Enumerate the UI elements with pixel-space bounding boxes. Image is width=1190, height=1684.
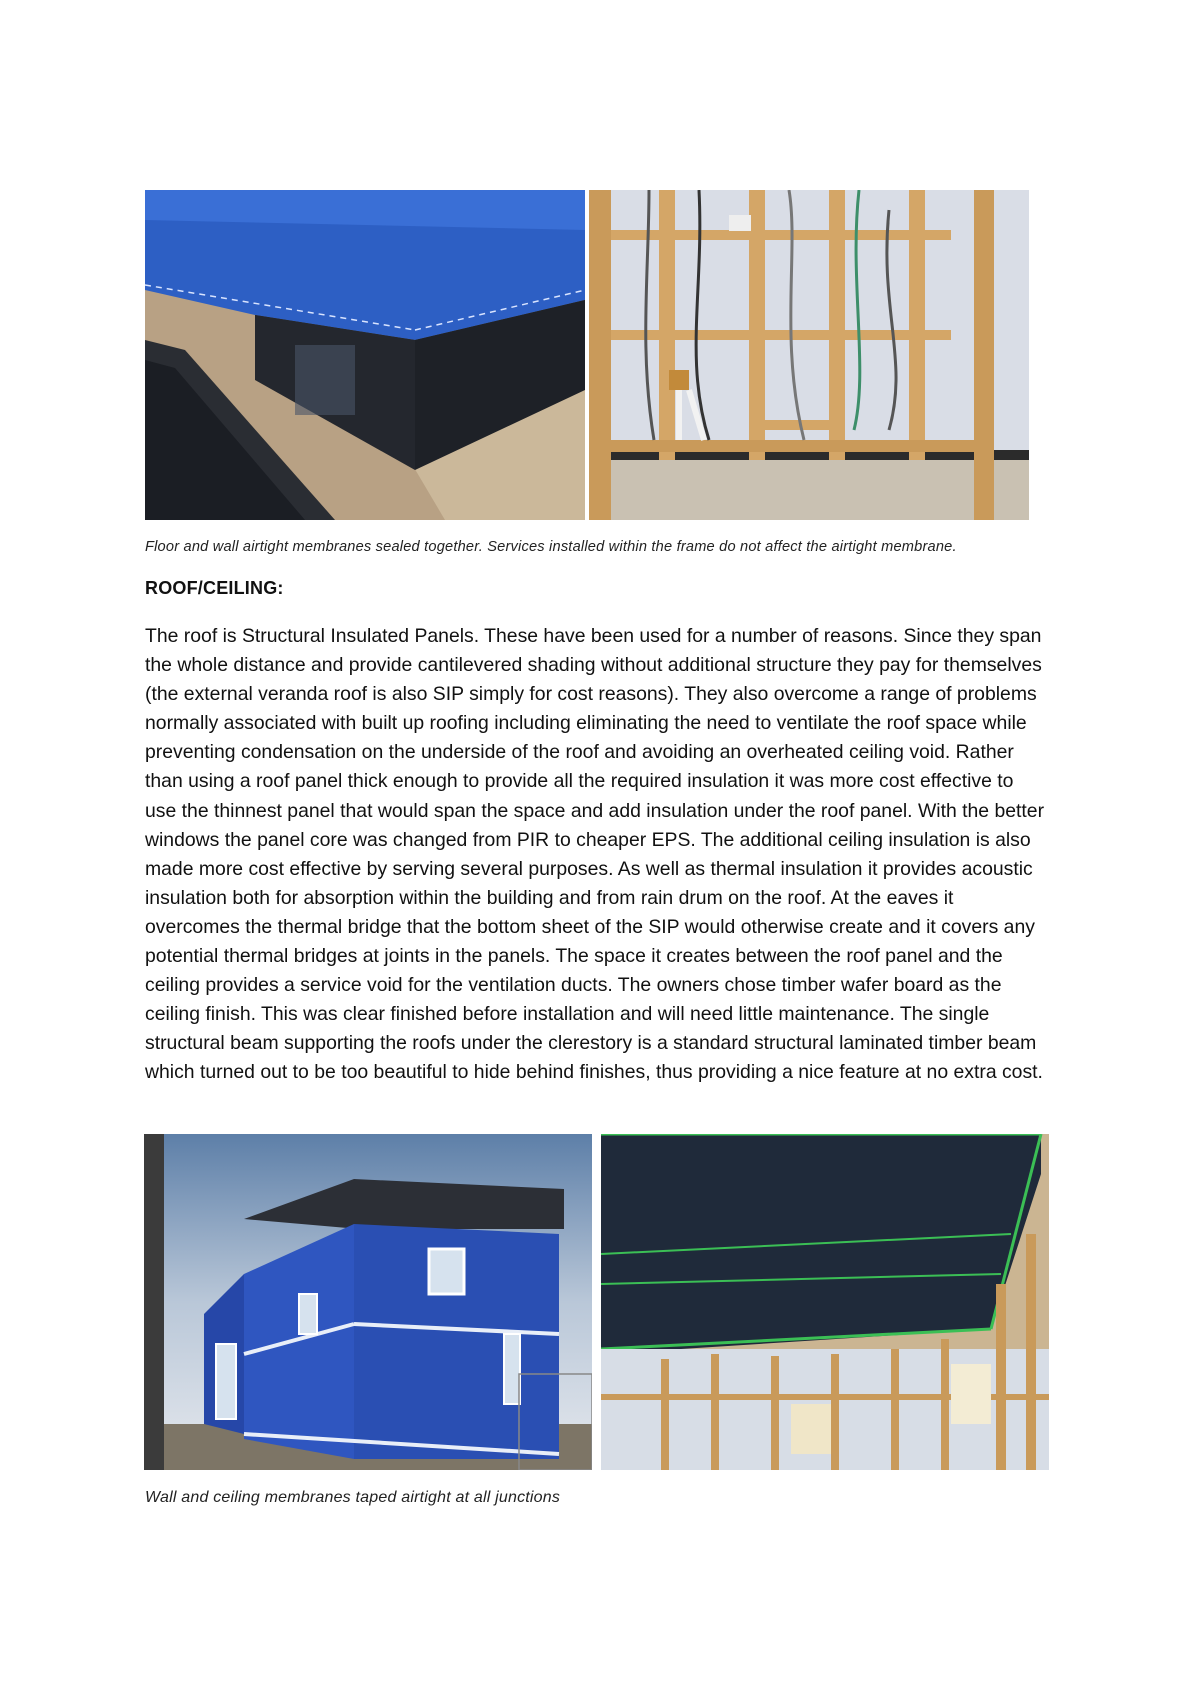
section-body: The roof is Structural Insulated Panels. These have been used for a number of reasons. Since they span the whole distance and provide cantilevered shading without additional structure they pay for themselves (the external veranda roof is also SIP simply for cost reasons). They also overcome a range of problems normally associated with built up roofing including eliminating the need to ventilate the roof space while preventing condensation on the underside of the roof and avoiding an overheated ceiling void. Rather than using a roof panel thick enough to provide all the required insulation it was more cost effective to use the thinnest panel that would span the space and add insulation under the roof panel. With the better windows the panel core was changed from PIR to cheaper EPS. The additional ceiling insulation is also made more cost effective by serving several purposes. As well as thermal insulation it provides acoustic insulation both for absorption within the building and from rain drum on the roof. At the eaves it overcomes the thermal bridge that the bottom sheet of the SIP would otherwise create and it covers any potential thermal bridges at joints in the panels. The space it creates between the roof panel and the ceiling provides a service void for the ventilation ducts. The owners chose timber wafer board as the ceiling finish. This was clear finished before installation and will need little maintenance. The single structural beam supporting the roofs under the clerestory is a standard structural laminated timber beam which turned out to be too beautiful to hide behind finishes, thus providing a nice feature at no extra cost. [145,625,1045,1084]
photo-ceiling-membrane [601,1134,1049,1470]
photo-wall-services [589,190,1029,520]
photo-floor-membrane [145,190,585,520]
photo-exterior-wrap [144,1134,592,1470]
photo-caption-bottom: Wall and ceiling membranes taped airtight at all junctions [145,1489,561,1506]
photo-caption-top: Floor and wall airtight membranes sealed together. Services installed within the frame do not affect the airtight membrane. [145,539,957,555]
section-heading: ROOF/CEILING: [145,578,284,598]
